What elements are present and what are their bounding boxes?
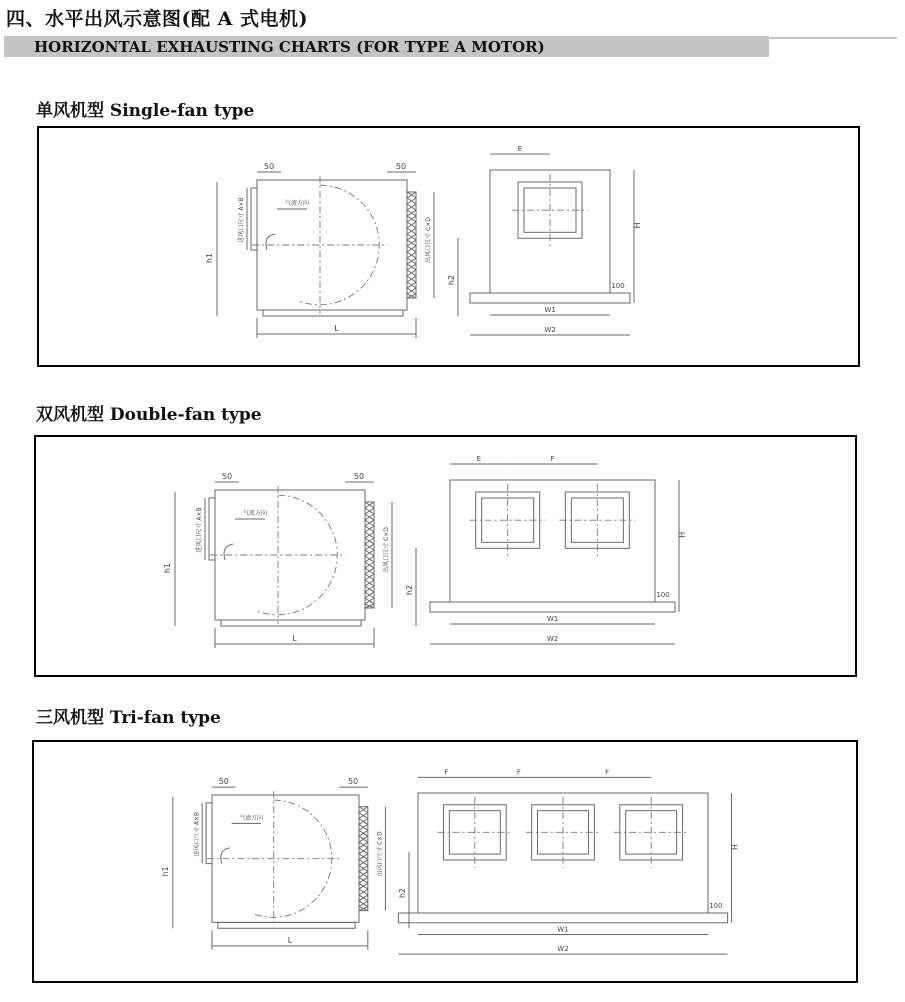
dim-W1: W1 (546, 615, 559, 623)
motor-hook (266, 234, 275, 250)
page-title-cn: 四、水平出风示意图(配 A 式电机) (6, 8, 308, 30)
dim-h2: h2 (447, 274, 456, 286)
dim-H: H (678, 531, 687, 538)
front-base-plate (430, 602, 675, 612)
dim-h1: h1 (160, 866, 170, 877)
front-view-housing (450, 480, 655, 602)
section-label-tri: 三风机型 Tri-fan type (36, 708, 221, 728)
base-rail (221, 620, 361, 626)
dim-100: 100 (709, 902, 723, 911)
dim-W1: W1 (557, 925, 569, 934)
dim-100: 100 (656, 591, 670, 599)
dim-spacing-label: F (516, 768, 521, 777)
inlet-size-label: 进风口尺寸 A×B (238, 197, 245, 243)
dim-spacing-label: F (444, 768, 449, 777)
dim-spacing-label: F (550, 455, 555, 463)
dim-50-left: 50 (218, 777, 229, 787)
inlet-opening (251, 188, 257, 250)
base-rail (218, 922, 355, 928)
motor-hook (221, 848, 230, 864)
dim-100: 100 (611, 282, 625, 290)
dim-50-right: 50 (395, 162, 407, 171)
outlet-size-label: 出风口尺寸 C×D (383, 527, 390, 573)
section-label-single: 单风机型 Single-fan type (36, 101, 255, 121)
inlet-opening (209, 498, 215, 560)
air-direction-label: 气流方向 (284, 200, 310, 207)
air-direction-label: 气流方向 (239, 815, 263, 822)
dim-h1: h1 (205, 252, 214, 264)
dim-H: H (633, 222, 642, 229)
inlet-opening (206, 803, 212, 864)
dim-spacing-label: E (517, 145, 523, 153)
front-base-plate (470, 293, 630, 303)
inlet-size-label: 进风口尺寸 A×B (196, 507, 203, 553)
dim-50-right: 50 (348, 777, 359, 787)
page-title-en: HORIZONTAL EXHAUSTING CHARTS (FOR TYPE A MOTOR) (34, 38, 545, 56)
dim-spacing-label: E (476, 455, 482, 463)
dim-50-right: 50 (353, 472, 365, 481)
dim-H: H (730, 844, 740, 850)
dim-L: L (287, 935, 293, 945)
dim-W2: W2 (544, 326, 556, 334)
inlet-size-label: 进风口尺寸 A×B (194, 812, 201, 857)
dim-spacing-label: F (605, 768, 610, 777)
dim-h2: h2 (398, 888, 408, 898)
front-base-plate (398, 913, 727, 923)
section-label-double: 双风机型 Double-fan type (36, 405, 262, 425)
air-direction-label: 气流方向 (242, 510, 268, 517)
dim-W1: W1 (544, 306, 556, 314)
dim-h1: h1 (163, 562, 172, 574)
dim-W2: W2 (546, 635, 559, 643)
dim-h2: h2 (405, 584, 414, 596)
motor-hook (224, 544, 233, 560)
dim-50-left: 50 (263, 162, 275, 171)
base-rail (263, 310, 403, 316)
dim-50-left: 50 (221, 472, 233, 481)
dim-L: L (292, 634, 297, 643)
dim-W2: W2 (557, 945, 569, 954)
dim-L: L (334, 324, 339, 333)
outlet-size-label: 出风口尺寸 C×D (425, 217, 432, 263)
outlet-size-label: 出风口尺寸 C×D (377, 831, 384, 877)
